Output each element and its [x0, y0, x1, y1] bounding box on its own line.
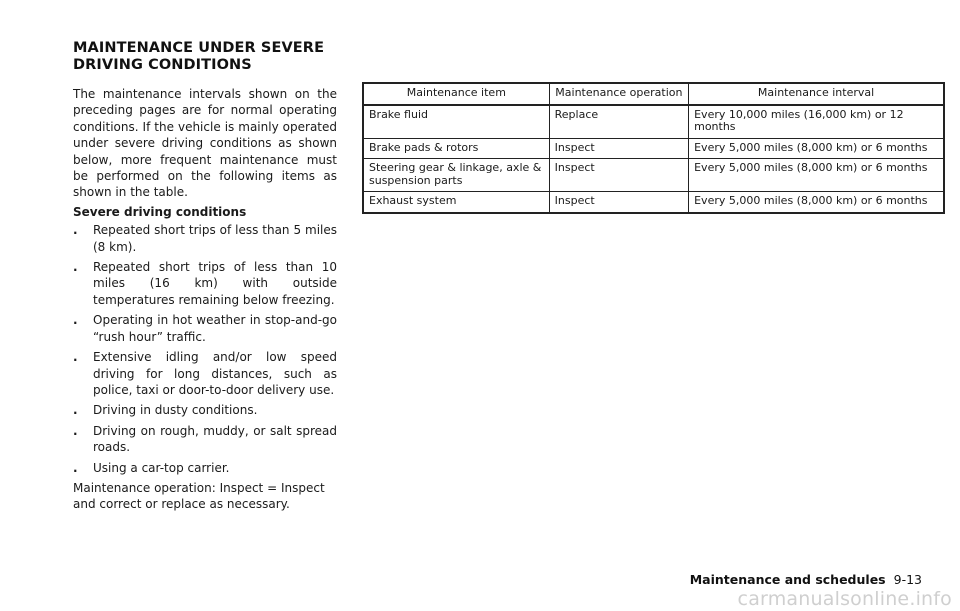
cell-operation: Inspect [549, 138, 688, 159]
bullet-icon: . [73, 460, 78, 475]
footer-section-name: Maintenance and schedules [689, 572, 886, 587]
cell-interval: Every 5,000 miles (8,000 km) or 6 months [689, 192, 944, 213]
cell-interval: Every 5,000 miles (8,000 km) or 6 months [689, 159, 944, 192]
bullet-icon: . [73, 260, 78, 275]
page-title [73, 40, 373, 73]
cell-item: Brake pads & rotors [363, 138, 549, 159]
bullet-icon: . [73, 423, 78, 438]
table-row [363, 192, 944, 213]
page-footer [690, 572, 922, 587]
severe-conditions-list [73, 222, 337, 476]
severe-conditions-heading: Severe driving conditions [73, 204, 247, 219]
column-header-interval: Maintenance interval [689, 83, 944, 105]
cell-operation: Inspect [549, 159, 688, 192]
cell-item: Brake fluid [363, 105, 549, 139]
maintenance-operation-note: Maintenance operation: Inspect = Inspect and correct or replace as necessary. [73, 480, 325, 512]
list-item: . Extensive idling and/or low speed driving for long distances, such as police, taxi or door-to-door delivery use. [73, 350, 337, 397]
body-text-column [73, 86, 337, 513]
table-row [363, 159, 944, 192]
page-title-line-2: DRIVING CONDITIONS [73, 56, 252, 73]
table-row [363, 105, 944, 139]
column-header-item: Maintenance item [363, 83, 549, 105]
table-row [363, 138, 944, 159]
list-item: . Driving on rough, muddy, or salt spread roads. [73, 423, 337, 455]
list-item: . Operating in hot weather in stop-and-go “rush hour” traffic. [73, 313, 337, 344]
intro-paragraph: The maintenance intervals shown on the preceding pages are for normal operating conditions. If the vehicle is mainly operated under severe driving conditions as shown below, more frequent maintenance must be performed on the following items as shown in the table. [73, 87, 337, 200]
bullet-icon: . [73, 313, 78, 328]
cell-interval: Every 10,000 miles (16,000 km) or 12 months [689, 105, 944, 139]
page-title-line-1: MAINTENANCE UNDER SEVERE [73, 40, 325, 56]
bullet-icon: . [73, 223, 78, 238]
cell-operation: Inspect [549, 192, 688, 213]
cell-operation: Replace [549, 105, 688, 139]
list-item: . Using a car-top carrier. [73, 460, 230, 475]
cell-item: Exhaust system [363, 192, 549, 213]
bullet-icon: . [73, 403, 78, 418]
cell-interval: Every 5,000 miles (8,000 km) or 6 months [689, 138, 944, 159]
list-item: . Driving in dusty conditions. [73, 403, 258, 418]
severe-maintenance-table [362, 82, 945, 214]
bullet-icon: . [73, 350, 78, 365]
list-item: . Repeated short trips of less than 10 miles (16 km) with outside temperatures remaining below freezing. [73, 260, 337, 307]
page-number: 9-13 [893, 572, 922, 587]
site-watermark: carmanualsonline.info [737, 588, 952, 610]
cell-item: Steering gear & linkage, axle & suspension parts [363, 159, 549, 192]
table-header-row [363, 83, 944, 105]
list-item: . Repeated short trips of less than 5 miles (8 km). [73, 223, 337, 254]
column-header-operation: Maintenance operation [549, 83, 688, 105]
